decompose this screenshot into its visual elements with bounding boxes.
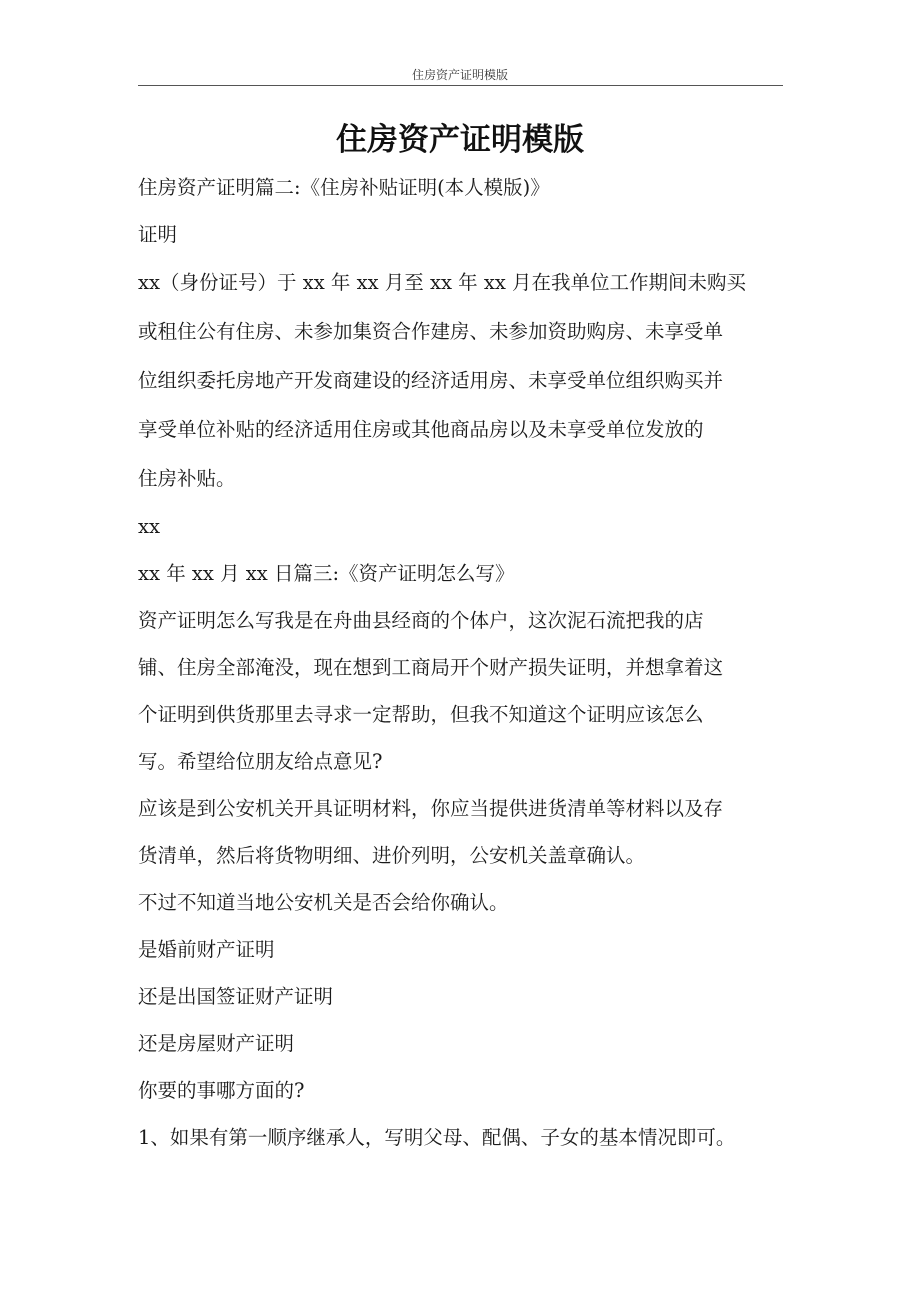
text-line: 个证明到供货那里去寻求一定帮助，但我不知道这个证明应该怎么: [138, 703, 704, 726]
text-line: xx（身份证号）于 xx 年 xx 月至 xx 年 xx 月在我单位工作期间未购买: [138, 271, 747, 294]
text-line: 享受单位补贴的经济适用住房或其他商品房以及未享受单位发放的: [138, 418, 704, 441]
header-divider: [138, 85, 783, 86]
text-line: 应该是到公安机关开具证明材料，你应当提供进货清单等材料以及存: [138, 797, 724, 820]
numbered-item-1: 1、如果有第一顺序继承人，写明父母、配偶、子女的基本情况即可。: [138, 1126, 736, 1149]
text-paragraph: 还是房屋财产证明: [138, 1032, 295, 1055]
subheading-part-two: 住房资产证明篇二:《住房补贴证明(本人模版)》: [138, 176, 550, 199]
document-title: 住房资产证明模版: [336, 122, 584, 158]
text-line: 铺、住房全部淹没，现在想到工商局开个财产损失证明，并想拿着这: [138, 656, 724, 679]
text-line: 或租住公有住房、未参加集资合作建房、未参加资助购房、未享受单: [138, 320, 724, 343]
text-paragraph: 你要的事哪方面的?: [138, 1079, 305, 1102]
text-line: 位组织委托房地产开发商建设的经济适用房、未享受单位组织购买并: [138, 369, 724, 392]
text-paragraph: 不过不知道当地公安机关是否会给你确认。: [138, 891, 509, 914]
text-line: 货清单，然后将货物明细、进价列明，公安机关盖章确认。: [138, 844, 646, 867]
question-paragraph: [138, 597, 783, 785]
text-paragraph: 还是出国签证财产证明: [138, 985, 334, 1008]
text-line: 写。希望给位朋友给点意见?: [138, 750, 383, 773]
signature-placeholder: xx: [138, 515, 160, 538]
document-body: [138, 164, 783, 1161]
text-line: 资产证明怎么写我是在舟曲县经商的个体户，这次泥石流把我的店: [138, 609, 704, 632]
text-paragraph: 是婚前财产证明: [138, 938, 275, 961]
page-header: 住房资产证明模版: [411, 68, 508, 82]
certificate-paragraph: [138, 258, 783, 503]
answer-paragraph: [138, 785, 783, 879]
text-line: 住房补贴。: [138, 467, 236, 490]
date-and-subheading-part-three: xx 年 xx 月 xx 日篇三:《资产证明怎么写》: [138, 562, 515, 585]
certificate-label: 证明: [138, 223, 178, 246]
